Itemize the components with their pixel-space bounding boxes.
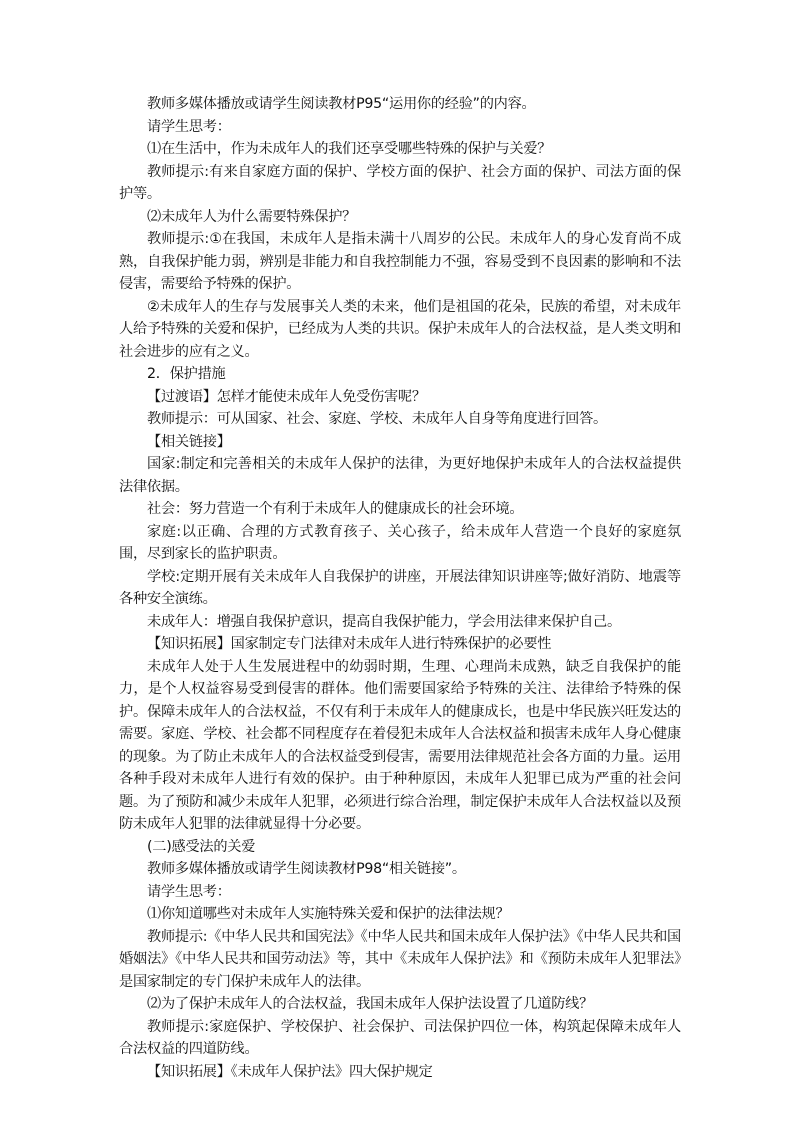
paragraph-teacher-hint-5: 教师提示:家庭保护、学校保护、社会保护、司法保护四位一体，构筑起保障未成年人合法权益的四道防线。 (119, 1018, 681, 1057)
paragraph-teacher-hint-1: 教师提示:有来自家庭方面的保护、学校方面的保护、社会方面的保护、司法方面的保护等。 (119, 163, 681, 202)
document-body (119, 93, 681, 1083)
paragraph-transition: 【过渡语】怎样才能使未成年人免受伤害呢？ (147, 388, 426, 405)
section-heading-protection-measures: 2．保护措施 (147, 366, 226, 382)
paragraph-family: 家庭:以正确、合理的方式教育孩子、关心孩子，给未成年人营造一个良好的家庭氛围，尽到家长的监护职责。 (119, 523, 681, 562)
paragraph-school: 学校:定期开展有关未成年人自我保护的讲座，开展法律知识讲座等;做好消防、地震等各种安全演练。 (119, 568, 681, 607)
heading-knowledge-extension-2: 【知识拓展】《未成年人保护法》四大保护规定 (147, 1063, 433, 1080)
paragraph-state: 国家:制定和完善相关的未成年人保护的法律，为更好地保护未成年人的合法权益提供法律依据。 (119, 456, 681, 495)
paragraph-question-1: ⑴在生活中，作为未成年人的我们还享受哪些特殊的保护与关爱？ (147, 141, 552, 157)
paragraph-teacher-hint-3: 教师提示：可从国家、社会、家庭、学校、未成年人自身等角度进行回答。 (147, 411, 607, 427)
paragraph-hint-2-point-2: ②未成年人的生存与发展事关人类的未来，他们是祖国的花朵，民族的希望，对未成年人给予特殊的关爱和保护，已经成为人类的共识。保护未成年人的合法权益，是人类文明和社会进步的应有之义。 (119, 298, 681, 360)
paragraph-intro-p95: 教师多媒体播放或请学生阅读教材P95“运用你的经验”的内容。 (147, 96, 536, 112)
paragraph-necessity: 未成年人处于人生发展进程中的幼弱时期，生理、心理尚未成熟，缺乏自我保护的能力，是个人权益容易受到侵害的群体。他们需要国家给予特殊的关注、法律给予特殊的保护。保障未成年人的合法权益，不仅有利于未成年人的健康成长，也是中华民族兴旺发达的需要。家庭、学校、社会都不同程度存在着侵犯未成年人合法权益和损害未成年人身心健康的现象。为了防止未成年人的合法权益受到侵害，需要用法律规范社会各方面的力量。运用各种手段对未成年人进行有效的保护。由于种种原因，未成年人犯罪已成为严重的社会问题。为了预防和减少未成年人犯罪，必须进行综合治理，制定保护未成年人合法权益以及预防未成年人犯罪的法律就显得十分必要。 (119, 658, 681, 832)
heading-knowledge-extension-1: 【知识拓展】国家制定专门法律对未成年人进行特殊保护的必要性 (147, 636, 552, 652)
paragraph-minors: 未成年人：增强自我保护意识，提高自我保护能力，学会用法律来保护自己。 (147, 613, 621, 630)
paragraph-teacher-hint-4: 教师提示:《中华人民共和国宪法》《中华人民共和国未成年人保护法》《中华人民共和国婚姻法》《中华人民共和国劳动法》等，其中《未成年人保护法》和《预防未成年人犯罪法》是国家制定的专门保护未成年人的法律。 (119, 928, 681, 990)
paragraph-question-2: ⑵未成年人为什么需要特殊保护？ (147, 208, 357, 225)
paragraph-think-prompt: 请学生思考： (147, 118, 231, 135)
heading-related-links: 【相关链接】 (147, 433, 231, 450)
paragraph-think-prompt-2: 请学生思考： (147, 883, 231, 900)
paragraph-society: 社会：努力营造一个有利于未成年人的健康成长的社会环境。 (147, 501, 524, 517)
section-heading-feel-law-care: (二)感受法的关爱 (147, 838, 256, 855)
paragraph-question-3: ⑴你知道哪些对未成年人实施特殊关爱和保护的法律法规？ (147, 906, 510, 922)
paragraph-intro-p98: 教师多媒体播放或请学生阅读教材P98“相关链接”。 (147, 861, 466, 877)
paragraph-question-4: ⑵为了保护未成年人的合法权益，我国未成年人保护法设置了几道防线？ (147, 996, 594, 1012)
paragraph-teacher-hint-2: 教师提示:①在我国，未成年人是指未满十八周岁的公民。未成年人的身心发育尚不成熟，自我保护能力弱，辨别是非能力和自我控制能力不强，容易受到不良因素的影响和不法侵害，需要给予特殊的保护。 (119, 231, 681, 292)
